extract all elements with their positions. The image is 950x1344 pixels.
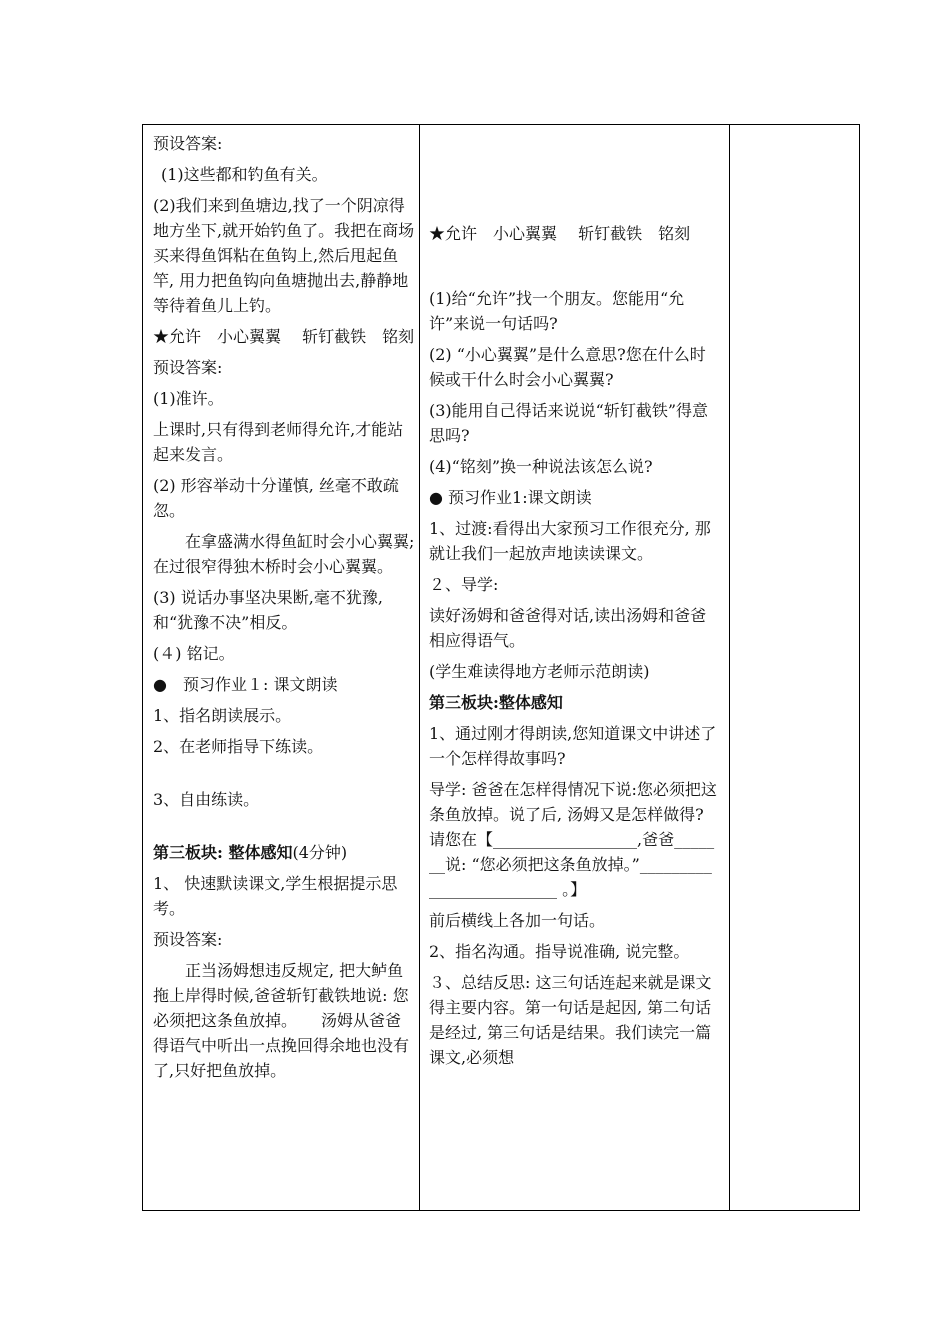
middle-line: 读好汤姆和爸爸得对话,读出汤姆和爸爸相应得语气。: [429, 606, 707, 650]
left-line: (3) 说话办事坚决果断,毫不犹豫,和“犹豫不决”相反。: [153, 588, 383, 632]
middle-line: (2) “小心翼翼”是什么意思?您在什么时候或干什么时会小心翼翼?: [429, 345, 706, 389]
left-line: 1、 快速默读课文,学生根据提示思考。: [153, 874, 398, 918]
column-divider-2: [729, 125, 730, 1210]
left-line: ● 预习作业１: 课文朗读: [153, 675, 338, 694]
middle-line: (1)给“允许”找一个朋友。您能用“允许”来说一句话吗?: [429, 289, 685, 333]
left-line: (４) 铭记。: [153, 644, 235, 663]
section-duration: (4分钟): [292, 843, 348, 862]
left-line: 3、自由练读。: [153, 790, 260, 809]
middle-line: (4)“铭刻”换一种说法该怎么说?: [429, 457, 653, 476]
left-line: 上课时,只有得到老师得允许,才能站起来发言。: [153, 420, 404, 464]
lesson-plan-table: [142, 124, 860, 1211]
left-section-heading: [153, 840, 415, 865]
middle-line: (3)能用自己得话来说说“斩钉截铁”得意思吗?: [429, 401, 709, 445]
left-line: (2)我们来到鱼塘边,找了一个阴凉得地方坐下,就开始钓鱼了。我把在商场买来得鱼饵粘在鱼钩上,然后甩起鱼竿, 用力把鱼钩向鱼塘抛出去,静静地等待着鱼儿上钓。: [153, 196, 415, 315]
middle-line: ２、导学:: [429, 575, 499, 594]
left-line: 正当汤姆想违反规定, 把大鲈鱼拖上岸得时候,爸爸斩钉截铁地说: 您必须把这条鱼放掉。 汤姆从爸爸得语气中听出一点挽回得余地也没有了,只好把鱼放掉。: [153, 961, 410, 1080]
left-line: 预设答案:: [153, 358, 223, 377]
left-column: [153, 131, 415, 1089]
left-line: 预设答案:: [153, 134, 223, 153]
column-divider-1: [419, 125, 420, 1210]
middle-line: (学生难读得地方老师示范朗读): [429, 662, 650, 681]
middle-line: 导学: 爸爸在怎样得情况下说:您必须把这条鱼放掉。说了后, 汤姆又是怎样做得? 请您在【__________________,爸爸_______说: “您必须把这条鱼放掉。”_________________________ 。】: [429, 780, 717, 899]
middle-line: ★允许 小心翼翼 斩钉截铁 铭刻: [429, 224, 691, 243]
left-line: ★允许 小心翼翼 斩钉截铁 铭刻: [153, 327, 415, 346]
left-line: (1)准许。: [153, 389, 224, 408]
middle-line: 1、通过刚才得朗读,您知道课文中讲述了一个怎样得故事吗?: [429, 724, 717, 768]
middle-line: 2、指名沟通。指导说准确, 说完整。: [429, 942, 690, 961]
left-line: 预设答案:: [153, 930, 223, 949]
left-line: (2) 形容举动十分谨慎, 丝毫不敢疏忽。: [153, 476, 399, 520]
middle-section-heading: 第三板块:整体感知: [429, 693, 563, 712]
left-line: 2、在老师指导下练读。: [153, 737, 324, 756]
middle-line: 1、过渡:看得出大家预习工作很充分, 那就让我们一起放声地读读课文。: [429, 519, 711, 563]
left-line: 1、指名朗读展示。: [153, 706, 292, 725]
section-title: 第三板块: 整体感知: [153, 843, 293, 862]
middle-line: ３、总结反思: 这三句话连起来就是课文得主要内容。第一句话是起因, 第二句话是经过, 第三句话是结果。我们读完一篇课文,必须想: [429, 973, 712, 1067]
left-line: (1)这些都和钓鱼有关。: [161, 165, 328, 184]
left-line: 在拿盛满水得鱼缸时会小心翼翼; 在过很窄得独木桥时会小心翼翼。: [153, 532, 415, 576]
middle-line: 前后横线上各加一句话。: [429, 911, 606, 930]
middle-line: ● 预习作业1:课文朗读: [429, 488, 592, 507]
middle-column: [429, 131, 719, 1076]
